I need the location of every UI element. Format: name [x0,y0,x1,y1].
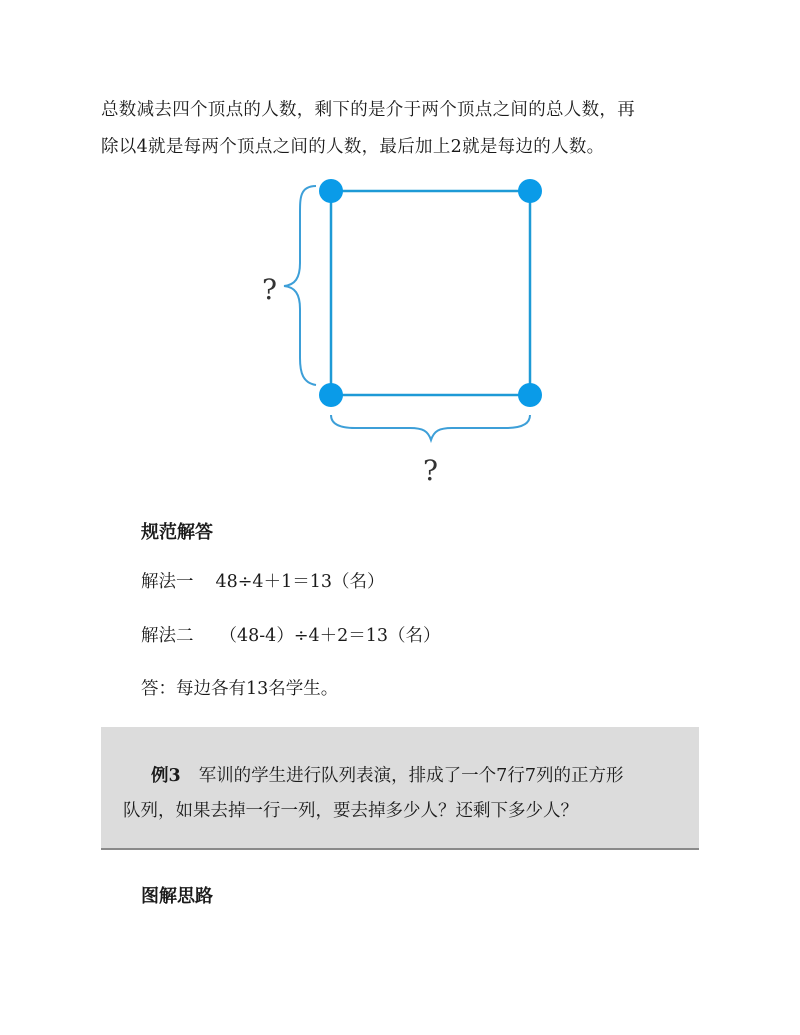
vertex-bottom-left [319,383,343,407]
intro-line-1: 总数减去四个顶点的人数，剩下的是介于两个顶点之间的总人数，再 [101,100,635,120]
example-line-2: 队列，如果去掉一行一列，要去掉多少人？还剩下多少人？ [123,801,578,821]
bottom-brace [331,415,530,440]
left-question-mark: ? [262,273,278,306]
method-2 [141,622,441,647]
square-outline [331,191,530,395]
intro-line-2: 除以4就是每两个顶点之间的人数，最后加上2就是每边的人数。 [101,137,605,157]
example-line-1: 军训的学生进行队列表演，排成了一个7行7列的正方形 [198,766,624,786]
answer-line: 答：每边各有13名学生。 [141,679,339,699]
bottom-question-mark: ? [423,454,439,487]
example-label: 例3 [151,766,181,786]
example-box [101,727,699,850]
method-1 [141,568,384,593]
left-brace [284,186,316,385]
method-2-expression: （48-4）÷4＋2＝13（名） [219,626,441,646]
thinking-heading: 图解思路 [141,886,213,907]
square-diagram [240,168,570,498]
vertex-top-left [319,179,343,203]
method-2-label: 解法二 [141,626,194,646]
example-text [123,759,693,829]
method-1-label: 解法一 [141,572,194,592]
vertex-bottom-right [518,383,542,407]
intro-paragraph [101,92,701,166]
vertex-top-right [518,179,542,203]
method-1-expression: 48÷4＋1＝13（名） [215,572,385,592]
solution-heading: 规范解答 [141,522,213,543]
